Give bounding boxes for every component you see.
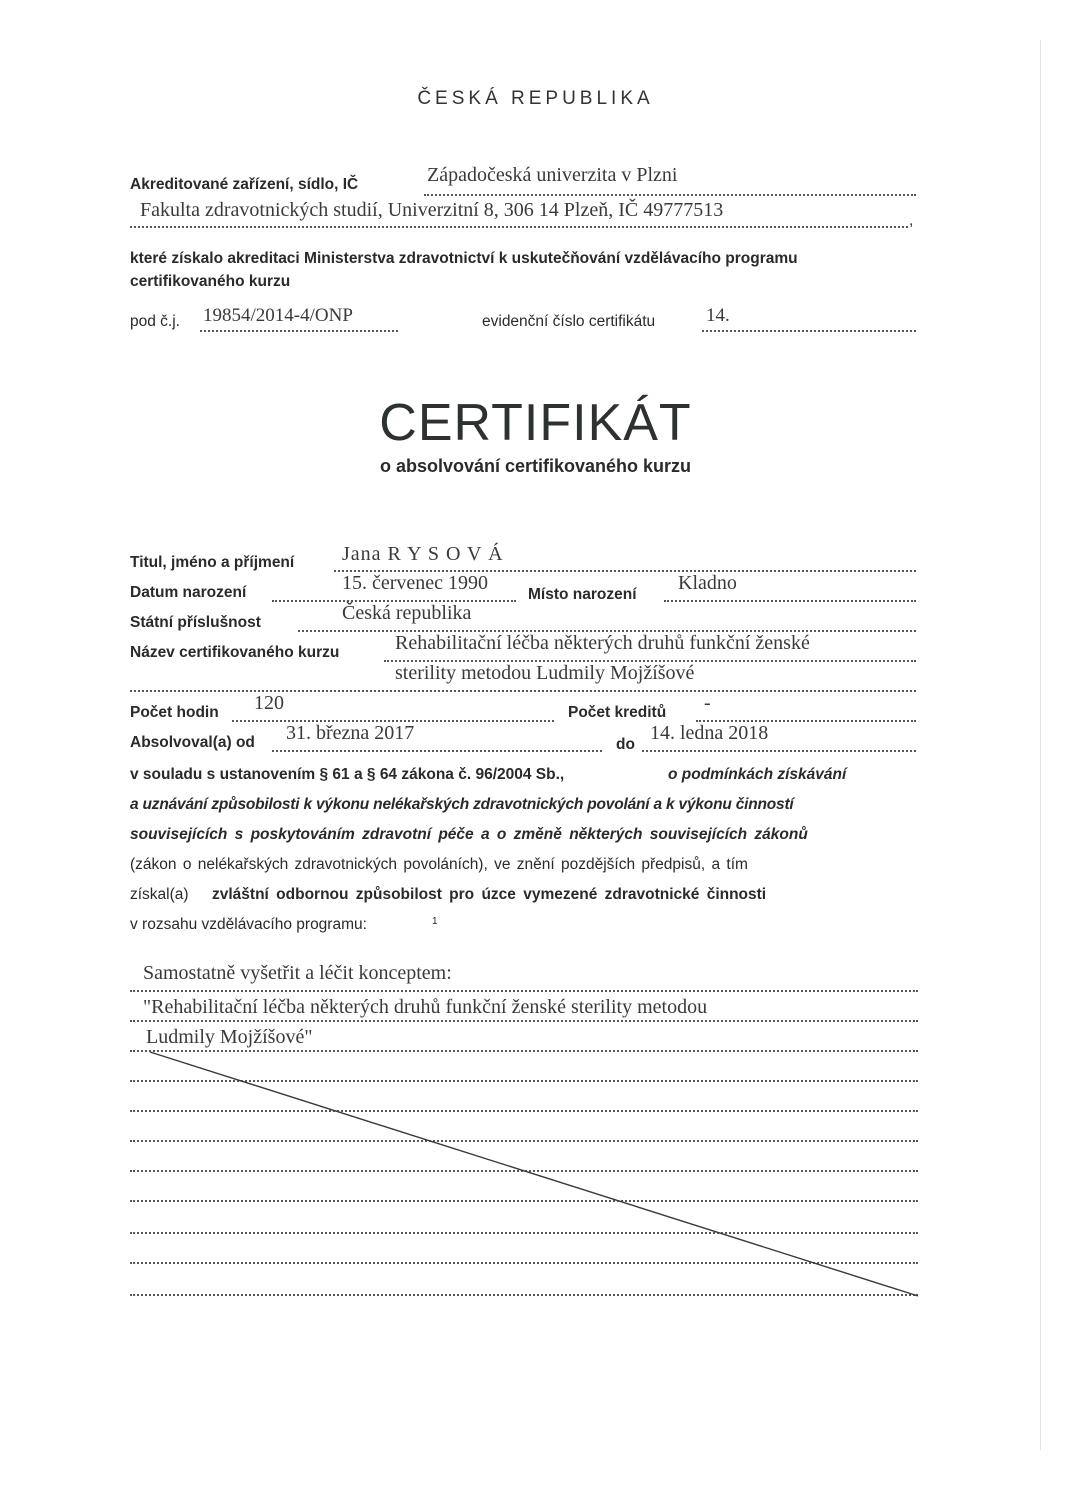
- birth-place-label: Místo narození: [528, 586, 637, 603]
- address-comma: ,: [909, 212, 914, 229]
- hours-value: 120: [254, 692, 284, 714]
- scope-line-1: Samostatně vyšetřit a léčit konceptem:: [143, 962, 452, 984]
- cert-number-label: evidenční číslo certifikátu: [482, 313, 656, 330]
- completed-to-value: 14. ledna 2018: [650, 722, 769, 744]
- accreditation-line-2: certifikovaného kurzu: [130, 273, 291, 290]
- credits-label: Počet kreditů: [568, 704, 667, 721]
- legal-line-5a: získal(a): [130, 886, 189, 903]
- citizenship-value: Česká republika: [342, 602, 472, 624]
- facility-name: Západočeská univerzita v Plzni: [427, 164, 678, 186]
- birth-date-label: Datum narození: [130, 584, 247, 601]
- scope-line-2: "Rehabilitační léčba některých druhů funkční ženské sterility metodou: [143, 996, 708, 1018]
- course-value-line-1: Rehabilitační léčba některých druhů funkční ženské: [395, 632, 810, 654]
- certificate-subtitle: o absolvování certifikovaného kurzu: [379, 456, 692, 476]
- scope-line-3: Ludmily Mojžíšové": [146, 1026, 313, 1048]
- legal-line-4: (zákon o nelékařských zdravotnických povoláních), ve znění pozdějších předpisů, a tím: [130, 856, 748, 873]
- legal-line-6: v rozsahu vzdělávacího programu:: [130, 916, 367, 933]
- completed-to-label: do: [616, 736, 635, 753]
- credits-value: -: [704, 692, 711, 714]
- birth-date-value: 15. červenec 1990: [342, 572, 489, 594]
- certificate-title: CERTIFIKÁT: [379, 394, 692, 452]
- completed-from-label: Absolvoval(a) od: [130, 734, 255, 751]
- country-heading: ČESKÁ REPUBLIKA: [417, 88, 654, 109]
- legal-line-1a: v souladu s ustanovením § 61 a § 64 zákona č. 96/2004 Sb.,: [130, 766, 565, 783]
- citizenship-label: Státní příslušnost: [130, 614, 261, 631]
- accreditation-line-1: které získalo akreditaci Ministerstva zdravotnictví k uskutečňování vzdělávacího programu: [130, 250, 798, 267]
- reference-label: pod č.j.: [130, 313, 180, 330]
- legal-line-2: a uznávání způsobilosti k výkonu nelékařských zdravotnických povolání a k výkonu činností: [130, 796, 794, 813]
- course-value-line-2: sterility metodou Ludmily Mojžíšové: [395, 662, 695, 684]
- name-label: Titul, jméno a příjmení: [130, 554, 295, 571]
- birth-place-value: Kladno: [678, 572, 737, 594]
- completed-from-value: 31. března 2017: [286, 722, 415, 744]
- legal-line-1b: o podmínkách získávání: [668, 766, 847, 783]
- name-value: Jana R Y S O V Á: [342, 543, 504, 565]
- legal-line-3: souvisejících s poskytováním zdravotní péče a o změně některých souvisejících zákonů: [130, 826, 808, 843]
- facility-address: Fakulta zdravotnických studií, Univerzitní 8, 306 14 Plzeň, IČ 49777513: [140, 199, 724, 221]
- legal-line-5b: zvláštní odbornou způsobilost pro úzce vymezené zdravotnické činnosti: [212, 886, 767, 903]
- facility-label: Akreditované zařízení, sídlo, IČ: [130, 176, 359, 193]
- reference-value: 19854/2014-4/ONP: [203, 305, 353, 326]
- footnote-mark: 1: [432, 916, 438, 927]
- cert-number-value: 14.: [706, 305, 730, 326]
- course-label: Název certifikovaného kurzu: [130, 644, 340, 661]
- diagonal-stroke: [150, 1052, 918, 1296]
- hours-label: Počet hodin: [130, 704, 219, 721]
